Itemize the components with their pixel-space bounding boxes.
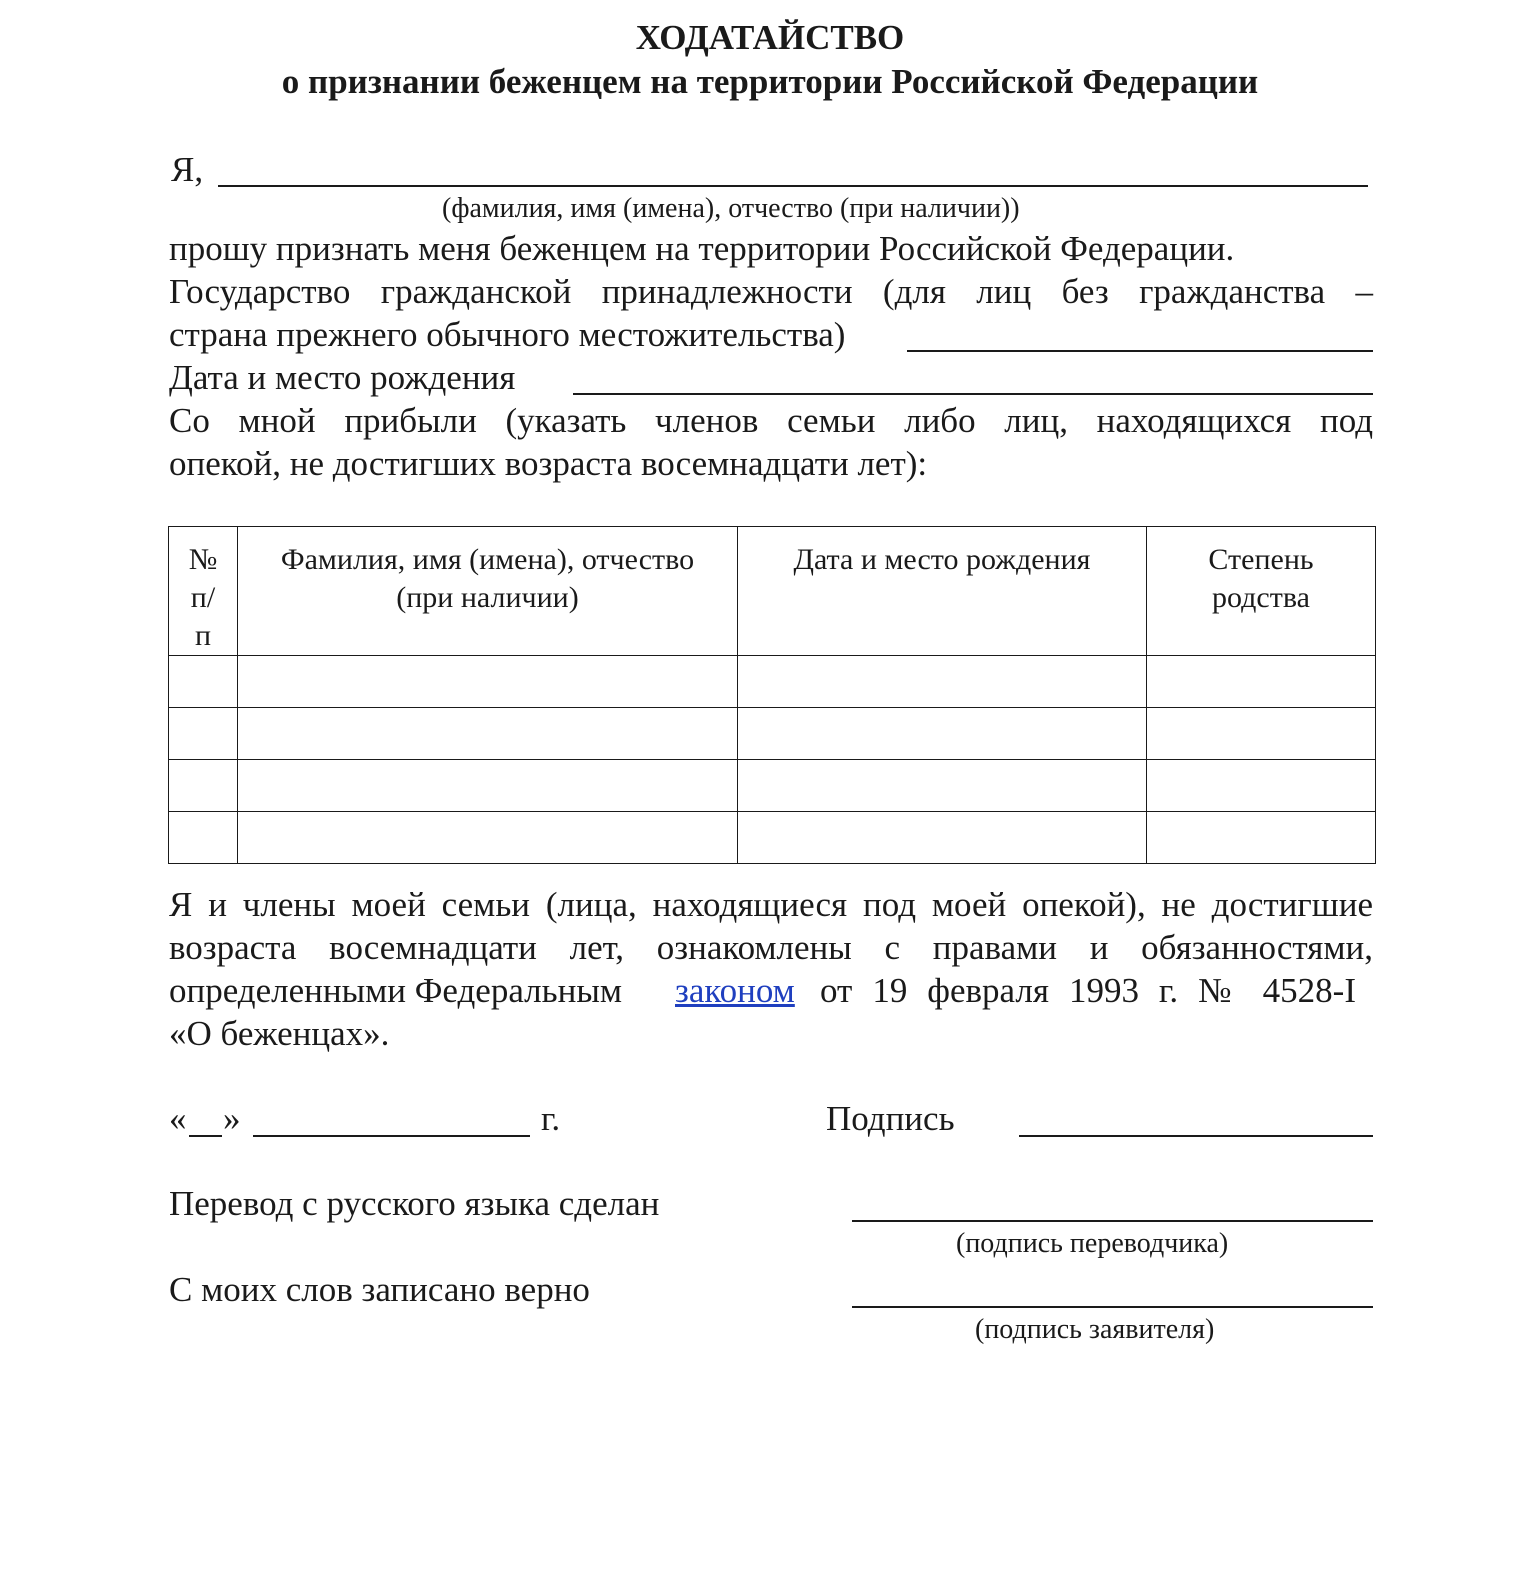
table-row (169, 656, 1376, 708)
table-cell[interactable] (738, 760, 1147, 812)
date-day-field[interactable] (189, 1135, 222, 1137)
signature-label: Подпись (826, 1099, 955, 1138)
year-suffix: г. (541, 1099, 561, 1138)
request-text: прошу признать меня беженцем на территории Российской Федерации. (169, 229, 1235, 268)
accompanied-line2: опекой, не достигших возраста восемнадцати лет): (169, 444, 928, 483)
table-cell[interactable] (738, 812, 1147, 864)
table-cell[interactable] (169, 708, 238, 760)
accompanied-line1: Со мной прибыли (указать членов семьи либо лиц, находящихся под (169, 401, 1373, 440)
birth-field[interactable] (573, 393, 1373, 395)
table-cell[interactable] (1147, 812, 1376, 864)
signature-field[interactable] (1019, 1135, 1373, 1137)
translator-signature-caption: (подпись переводчика) (956, 1228, 1229, 1259)
acknowledgement-line1: Я и члены моей семьи (лица, находящиеся под моей опекой), не достигшие (169, 885, 1373, 924)
acknowledgement-line3-end: от 19 февраля 1993 г. № 4528-I (820, 971, 1356, 1010)
table-cell[interactable] (1147, 656, 1376, 708)
table-cell[interactable] (238, 760, 738, 812)
acknowledgement-line4: «О беженцах». (169, 1014, 390, 1053)
table-cell[interactable] (238, 812, 738, 864)
table-cell[interactable] (1147, 760, 1376, 812)
document-subtitle: о признании беженцем на территории Российской Федерации (281, 62, 1259, 101)
table-row (169, 812, 1376, 864)
table-cell[interactable] (238, 708, 738, 760)
applicant-signature-field[interactable] (852, 1306, 1373, 1308)
applicant-name-field[interactable] (218, 185, 1368, 187)
translation-label: Перевод с русского языка сделан (169, 1184, 660, 1223)
law-link[interactable]: законом (675, 971, 795, 1010)
acknowledgement-line2: возраста восемнадцати лет, ознакомлены с правами и обязанностями, (169, 928, 1373, 967)
table-row (169, 708, 1376, 760)
applicant-signature-caption: (подпись заявителя) (975, 1314, 1215, 1345)
family-members-table (168, 526, 1376, 864)
verified-label: С моих слов записано верно (169, 1270, 590, 1309)
table-cell[interactable] (738, 656, 1147, 708)
acknowledgement-line3-start: определенными Федеральным (169, 971, 622, 1010)
date-month-year-field[interactable] (253, 1135, 530, 1137)
birth-label: Дата и место рождения (169, 358, 516, 397)
table-cell[interactable] (238, 656, 738, 708)
table-cell[interactable] (169, 812, 238, 864)
document-title: ХОДАТАЙСТВО (635, 18, 905, 57)
citizenship-label-line2: страна прежнего обычного местожительства) (169, 315, 846, 354)
applicant-name-caption: (фамилия, имя (имена), отчество (при наличии)) (442, 193, 1020, 224)
table-cell[interactable] (1147, 708, 1376, 760)
column-header-birth: Дата и место рождения (738, 527, 1147, 656)
citizenship-label-line1: Государство гражданской принадлежности (для лиц без гражданства – (169, 272, 1373, 311)
applicant-prefix: Я, (171, 150, 204, 189)
column-header-number: № п/п (169, 527, 238, 656)
table-cell[interactable] (169, 760, 238, 812)
translator-signature-field[interactable] (852, 1220, 1373, 1222)
table-row (169, 760, 1376, 812)
date-open-quote: « (169, 1099, 187, 1138)
date-close-quote: » (223, 1099, 241, 1138)
table-cell[interactable] (169, 656, 238, 708)
table-header-row (169, 527, 1376, 656)
table-cell[interactable] (738, 708, 1147, 760)
citizenship-field[interactable] (907, 350, 1373, 352)
column-header-relationship: Степень родства (1147, 527, 1376, 656)
column-header-full-name: Фамилия, имя (имена), отчество (при наличии) (238, 527, 738, 656)
